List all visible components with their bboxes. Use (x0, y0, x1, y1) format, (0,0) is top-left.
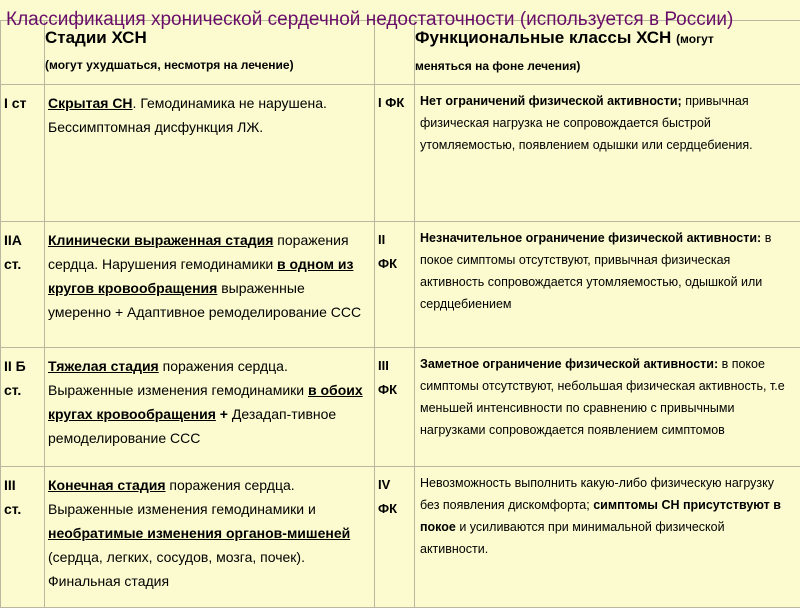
table-row (1, 85, 800, 222)
class-name: Нет ограничений физической активности; (420, 94, 682, 108)
stage-text: поражения сердца. Выраженные изменения гемодинамики и (48, 477, 316, 517)
class-text-2: и усиливаются при минимальной физической активности. (420, 520, 725, 556)
stage-name: Тяжелая стадия (48, 358, 159, 374)
stage-label: I ст (1, 85, 44, 115)
class-text: привычная физическая нагрузка не сопровождается быстрой утомляемостью, появлением одышки или сердцебиения. (420, 94, 753, 152)
stage-label (1, 467, 44, 521)
stage-description-cell (45, 85, 375, 222)
stage-text: . Гемодинамика не нарушена. Бессимптомная дисфункция ЛЖ. (48, 95, 327, 135)
stage-name: Конечная стадия (48, 477, 166, 493)
stage-description-cell (45, 348, 375, 467)
table-row (1, 222, 800, 348)
class-label (375, 222, 414, 276)
stage-circulation: в одном из кругов кровообращения (48, 256, 353, 296)
stage-text-2: (сердца, легких, сосудов, мозга, почек). Финальная стадия (48, 549, 305, 589)
class-label-line-1: II (378, 232, 385, 247)
stage-label (1, 222, 44, 276)
class-label-line-2: ФК (378, 382, 397, 397)
stage-description (45, 222, 374, 324)
header-classes-note-2: меняться на фоне лечения) (415, 48, 800, 76)
hf-classification-table (0, 20, 800, 608)
class-label-cell (375, 85, 415, 222)
stage-plus: + (216, 406, 228, 422)
header-stages-note: (могут ухудшаться, несмотря на лечение) (45, 47, 374, 75)
class-description (415, 85, 800, 156)
stage-description-cell (45, 467, 375, 608)
class-description-cell (415, 85, 800, 222)
stage-label-line-2: ст. (4, 256, 21, 272)
class-description (415, 222, 800, 315)
stage-name: Клинически выраженная стадия (48, 232, 273, 248)
stage-organ-damage: необратимые изменения органов-мишеней (48, 525, 350, 541)
stage-description (45, 467, 374, 593)
stage-label-cell (1, 222, 45, 348)
class-label-cell (375, 348, 415, 467)
class-label-cell (375, 222, 415, 348)
class-label: I ФК (375, 85, 414, 115)
class-name: симптомы СН присутствуют в покое (420, 498, 781, 534)
stage-label-cell (1, 85, 45, 222)
slide-title: Классификация хронической сердечной недостаточности (используется в России) (6, 8, 786, 32)
stage-label-line-1: II Б (4, 358, 26, 374)
stage-label-cell (1, 348, 45, 467)
stage-text-2: Дезадап-тивное ремоделирование ССС (48, 406, 336, 446)
table-row (1, 467, 800, 608)
stage-label-line-1: III (4, 477, 16, 493)
class-description (415, 348, 800, 441)
class-text: Невозможность выполнить какую-либо физическую нагрузку без появления дискомфорта; (420, 476, 774, 512)
header-classes-note-1: (могут (676, 32, 714, 46)
class-description-cell (415, 222, 800, 348)
table-row (1, 348, 800, 467)
stage-label-line-2: ст. (4, 382, 21, 398)
class-description (415, 467, 800, 560)
stage-text-2: выраженные умеренно + Адаптивное ремоделирование ССС (48, 280, 361, 320)
class-text: в покое симптомы отсутствуют, небольшая физическая активность, т.е меньшей интенсивности по сравнению с привычными нагрузками сопровождается появлением симптомов (420, 357, 785, 437)
stage-text: поражения сердца. Выраженные изменения гемодинамики (48, 358, 308, 398)
class-description-cell (415, 467, 800, 608)
stage-circulation: в обоих кругах кровообращения (48, 382, 363, 422)
stage-description (45, 348, 374, 450)
stage-label-line-2: ст. (4, 501, 21, 517)
stage-text: поражения сердца. Нарушения гемодинамики (48, 232, 349, 272)
class-label-cell (375, 467, 415, 608)
class-name: Незначительное ограничение физической активности: (420, 231, 761, 245)
class-label (375, 467, 414, 521)
stage-description (45, 85, 374, 139)
class-label-line-1: IV (378, 477, 390, 492)
class-label-line-1: III (378, 358, 389, 373)
class-label-line-2: ФК (378, 256, 397, 271)
class-label (375, 348, 414, 402)
class-label-line-2: ФК (378, 501, 397, 516)
class-name: Заметное ограничение физической активности: (420, 357, 718, 371)
stage-name: Скрытая СН (48, 95, 133, 111)
header-classes-title: Функциональные классы ХСН (415, 28, 671, 47)
class-text: в покое симптомы отсутствуют, привычная физическая активность сопровождается утомляемостью, одышкой или сердцебиением (420, 231, 771, 311)
header-stages-title: Стадии ХСН (45, 21, 374, 47)
stage-label-line-1: IIА (4, 232, 22, 248)
stage-label-cell (1, 467, 45, 608)
stage-label (1, 348, 44, 402)
class-description-cell (415, 348, 800, 467)
stage-description-cell (45, 222, 375, 348)
